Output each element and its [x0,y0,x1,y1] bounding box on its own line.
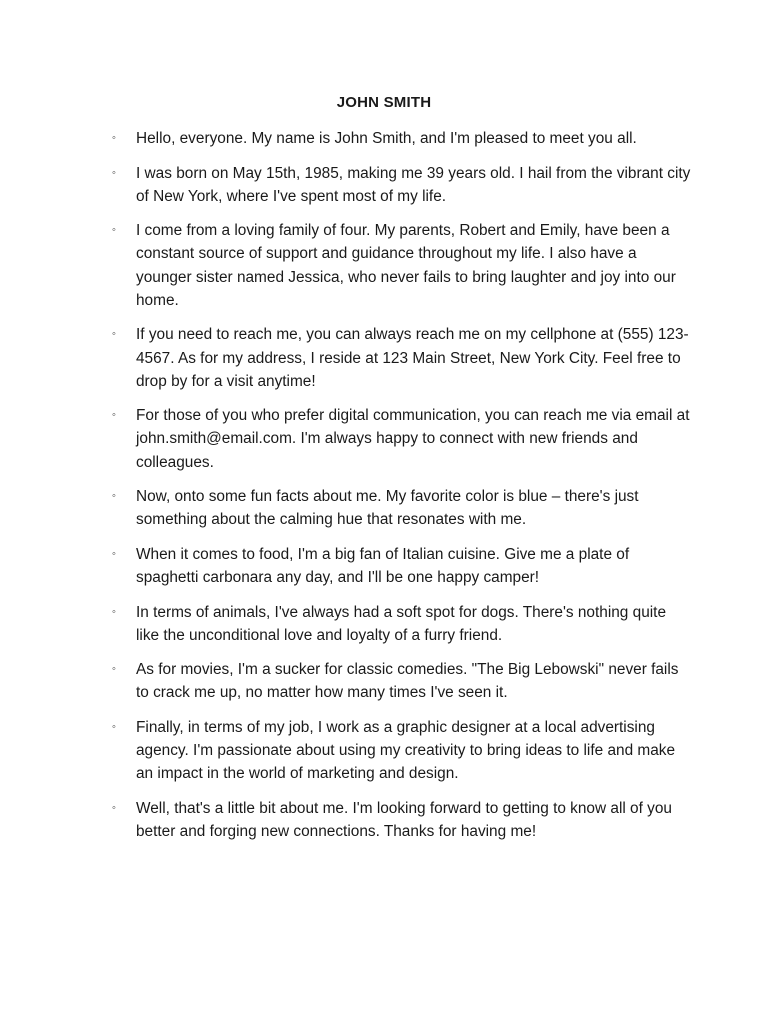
paragraph-text: In terms of animals, I've always had a soft spot for dogs. There's nothing quite like the unconditional love and loyalty of a furry friend. [136,603,667,644]
paragraph-text: When it comes to food, I'm a big fan of Italian cuisine. Give me a plate of spaghetti carbonara any day, and I'll be one happy camper! [136,545,630,587]
paragraph-text: As for movies, I'm a sucker for classic comedies. "The Big Lebowski" never fails to crack me up, no matter how many times I've seen it. [136,661,679,702]
bullet-icon: ◦ [112,720,116,733]
list-item [112,404,692,474]
bullet-icon: ◦ [112,409,116,422]
paragraph-text: Hello, everyone. My name is John Smith, and I'm pleased to meet you all. [136,130,637,147]
bullet-list [112,127,692,855]
bullet-icon: ◦ [112,605,116,618]
paragraph-text: Finally, in terms of my job, I work as a graphic designer at a local advertising agency. I'm passionate about using my creativity to bring ideas to life and make an impact in the world of marketing and design. [136,718,676,783]
list-item [112,485,692,531]
bullet-icon: ◦ [112,547,116,560]
list-item [112,323,692,393]
list-item [112,162,692,208]
list-item [112,797,692,843]
paragraph-text: Well, that's a little bit about me. I'm looking forward to getting to know all of you better and forging new connections. Thanks for having me! [136,799,672,841]
list-item [112,219,692,312]
document-title: JOHN SMITH [336,94,432,111]
bullet-icon: ◦ [112,663,116,676]
list-item [112,543,692,589]
bullet-icon: ◦ [112,328,116,341]
paragraph-text: Now, onto some fun facts about me. My favorite color is blue – there's just something about the calming hue that resonates with me. [136,488,639,529]
list-item [112,658,692,704]
list-item [112,716,692,786]
paragraph-text: For those of you who prefer digital communication, you can reach me via email at john.smith@email.com. I'm always happy to connect with new friends and colleagues. [136,407,690,471]
paragraph-text: I was born on May 15th, 1985, making me 39 years old. I hail from the vibrant city of New York, where I've spent most of my life. [136,164,691,205]
paragraph-text: If you need to reach me, you can always reach me on my cellphone at (555) 123-4567. As for my address, I reside at 123 Main Street, New York City. Feel free to drop by for a visit anytime! [136,326,689,390]
list-item [112,127,692,150]
bullet-icon: ◦ [112,801,116,814]
bullet-icon: ◦ [112,224,116,237]
bullet-icon: ◦ [112,132,116,144]
bullet-icon: ◦ [112,490,116,503]
bullet-icon: ◦ [112,166,116,179]
paragraph-text: I come from a loving family of four. My parents, Robert and Emily, have been a constant source of support and guidance throughout my life. I also have a younger sister named Jessica, who never fails to bring laughter and joy into our home. [136,222,676,309]
list-item [112,601,692,647]
